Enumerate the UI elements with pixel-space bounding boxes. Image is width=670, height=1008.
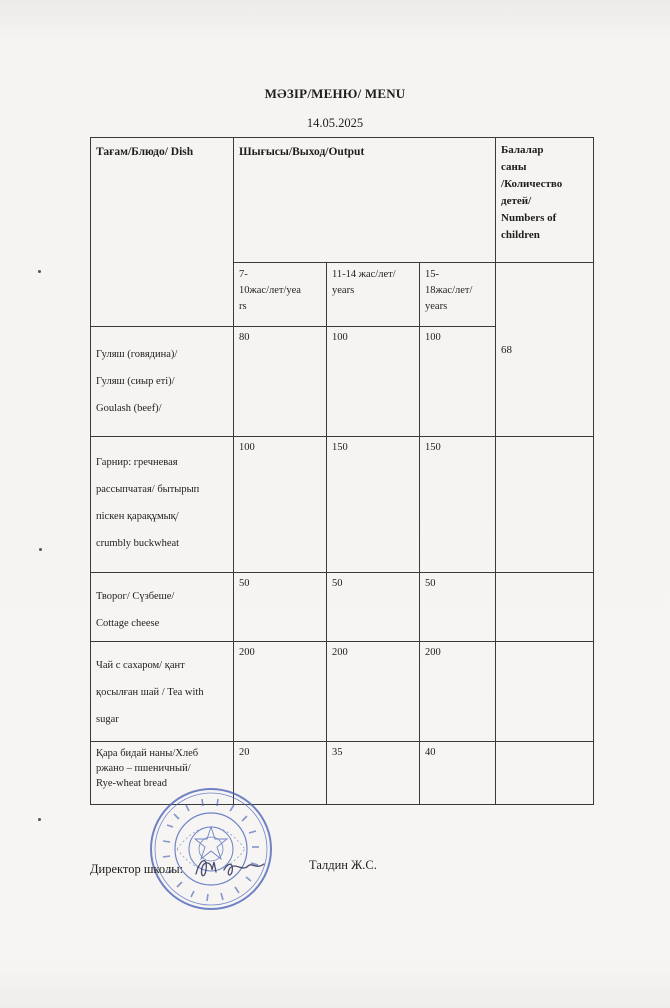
output-cell: 20: [234, 742, 327, 805]
age-group-7-10: [234, 263, 327, 327]
children-empty-cell: [496, 642, 594, 742]
dish-line: рассыпчатая/ бытырып: [96, 484, 200, 495]
children-count: 68: [501, 343, 513, 356]
dish-cell: [91, 573, 234, 642]
age-group-15-18: [420, 263, 496, 327]
dish-line: Гарнир: гречневая: [96, 457, 178, 468]
header-children-line: children: [501, 229, 540, 241]
output-cell: 200: [420, 642, 496, 742]
dish-line: Cottage cheese: [96, 618, 160, 629]
output-cell: 50: [234, 573, 327, 642]
output-cell: 100: [234, 437, 327, 573]
dish-line: sugar: [96, 714, 119, 725]
children-empty-cell: [496, 437, 594, 573]
children-empty-cell: [496, 742, 594, 805]
output-cell: 50: [420, 573, 496, 642]
dish-line: Goulash (beef)/: [96, 403, 162, 414]
header-children-line: Балалар: [501, 144, 544, 156]
output-cell: 200: [234, 642, 327, 742]
handwritten-signature: [190, 848, 270, 884]
output-cell: 150: [420, 437, 496, 573]
table-row: [91, 642, 594, 742]
dish-line: crumbly buckwheat: [96, 538, 180, 549]
header-children: [496, 138, 594, 263]
dish-line: Гуляш (говядина)/: [96, 349, 178, 360]
age-group-line: years: [425, 301, 448, 312]
table-header-row: [91, 138, 594, 263]
dish-cell: [91, 327, 234, 437]
age-group-11-14: [327, 263, 420, 327]
header-children-line: детей/: [501, 195, 532, 207]
dish-line: Творог/ Сүзбеше/: [96, 591, 175, 602]
output-cell: 50: [327, 573, 420, 642]
header-children-line: Numbers of: [501, 212, 557, 224]
director-name: Талдин Ж.С.: [309, 858, 377, 872]
dish-line: Қара бидай наны/Хлеб: [96, 748, 199, 759]
header-children-line: саны: [501, 161, 527, 173]
table-row: [91, 573, 594, 642]
dish-cell: [91, 642, 234, 742]
dish-line: Rye-wheat bread: [96, 778, 168, 789]
scan-speck: [38, 270, 41, 273]
dish-line: ржано – пшеничный/: [96, 763, 191, 774]
header-output: Шығысы/Выход/Output: [234, 138, 496, 263]
dish-line: піскен қарақұмық/: [96, 511, 179, 522]
document-date: 14.05.2025: [306, 116, 364, 130]
director-label: Директор школы:: [90, 862, 184, 876]
output-cell: 100: [327, 327, 420, 437]
output-cell: 150: [327, 437, 420, 573]
document-title: МӘЗІР/МЕНЮ/ MENU: [264, 86, 406, 101]
scan-speck: [38, 818, 41, 821]
dish-line: Гуляш (сиыр еті)/: [96, 376, 175, 387]
age-group-line: 15-: [425, 269, 439, 280]
age-group-line: 10жас/лет/yea: [239, 285, 301, 296]
output-cell: 100: [420, 327, 496, 437]
age-group-line: years: [332, 285, 355, 296]
age-group-line: 7-: [239, 269, 248, 280]
dish-line: қосылған шай / Tea with: [96, 687, 204, 698]
output-cell: 80: [234, 327, 327, 437]
output-cell: 35: [327, 742, 420, 805]
dish-line: Чай с сахаром/ қант: [96, 660, 185, 671]
output-cell: 40: [420, 742, 496, 805]
children-count-cell: [496, 263, 594, 437]
menu-table: [90, 137, 594, 805]
header-dish: Тағам/Блюдо/ Dish: [91, 138, 234, 327]
children-empty-cell: [496, 573, 594, 642]
output-cell: 200: [327, 642, 420, 742]
header-children-line: /Количество: [501, 178, 563, 190]
age-group-line: 11-14 жас/лет/: [332, 269, 396, 280]
dish-cell: [91, 437, 234, 573]
scan-speck: [39, 548, 42, 551]
age-group-line: 18жас/лет/: [425, 285, 473, 296]
table-row: [91, 437, 594, 573]
age-group-line: rs: [239, 301, 247, 312]
